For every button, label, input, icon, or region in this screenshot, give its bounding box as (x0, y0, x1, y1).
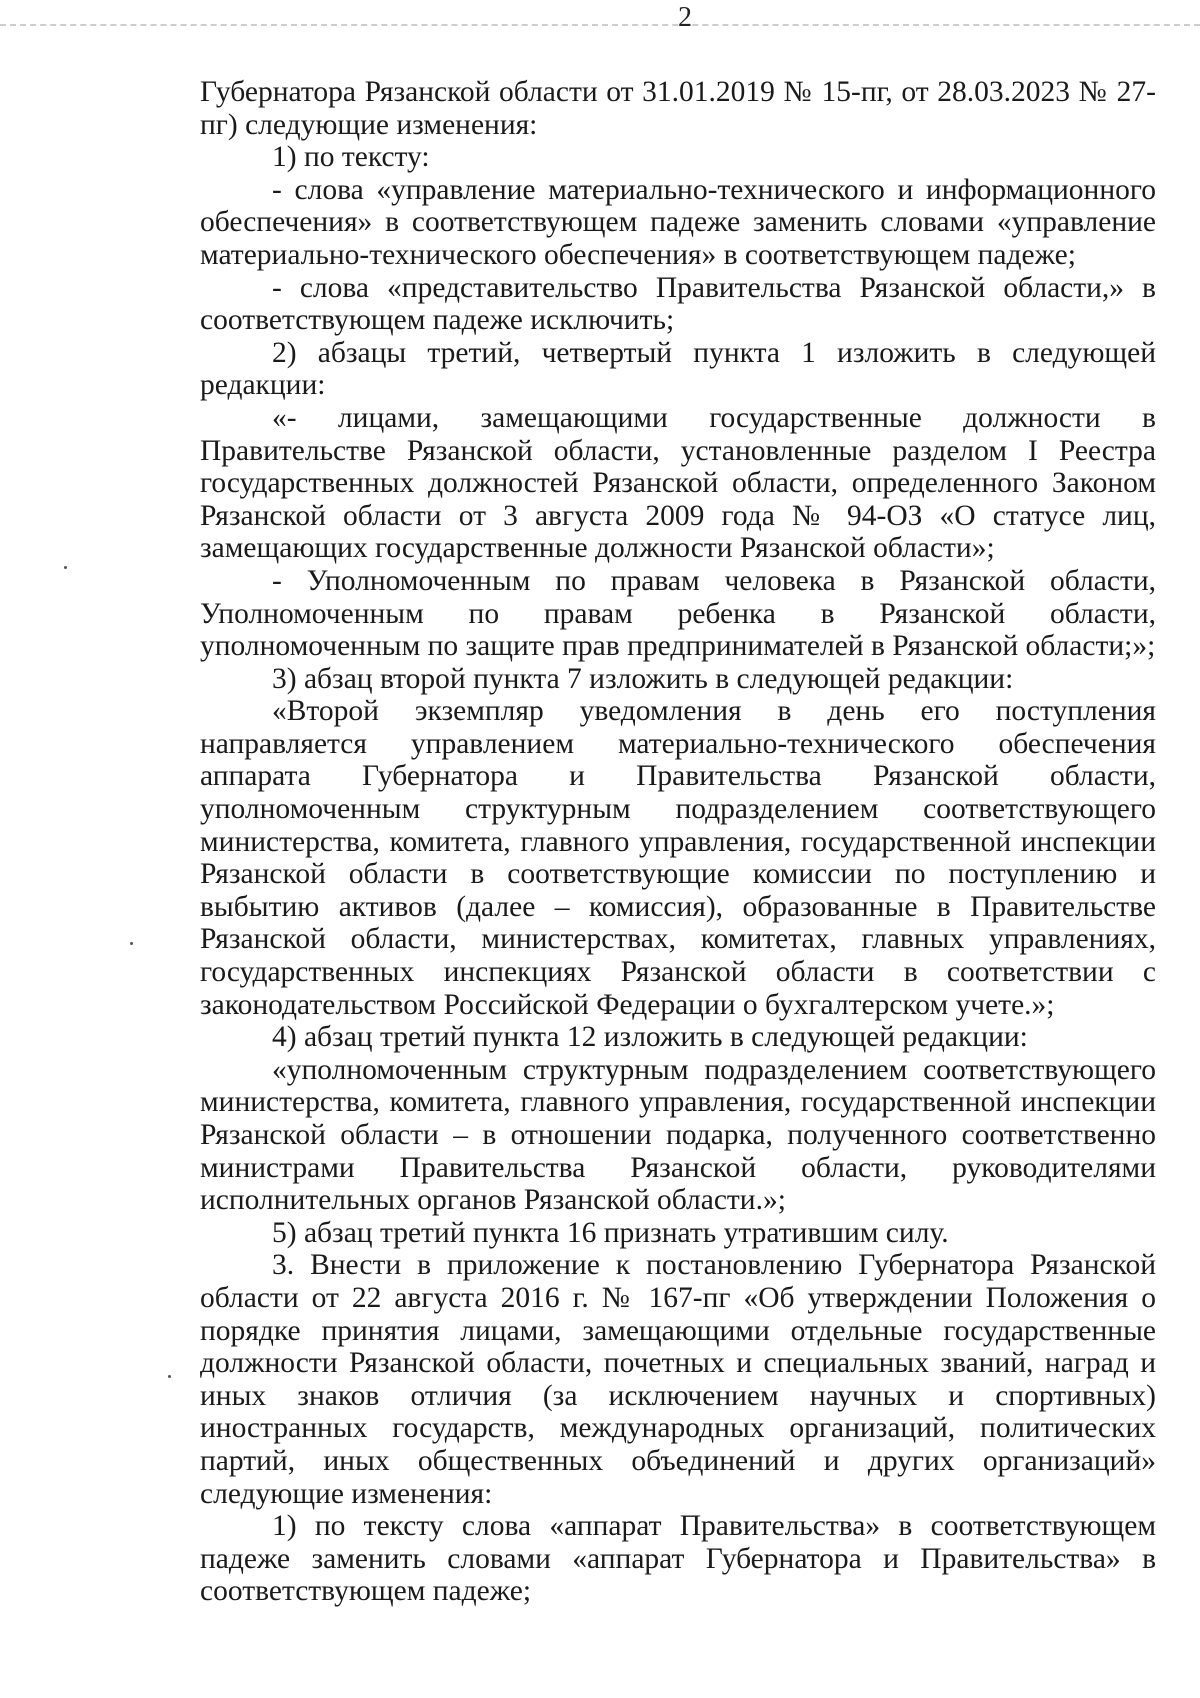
paragraph-item-2: 2) абзацы третий, четвертый пункта 1 изложить в следующей редакции: (200, 336, 1156, 402)
scan-speck (64, 566, 67, 569)
paragraph-item-4: 4) абзац третий пункта 12 изложить в следующей редакции: (272, 1021, 1028, 1054)
scan-speck (168, 1375, 171, 1378)
paragraph-continuation: Губернатора Рязанской области от 31.01.2019 № 15-пг, от 28.03.2023 № 27-пг) следующие изменения: (200, 76, 1156, 141)
paragraph-quote-2: - Уполномоченным по правам человека в Рязанской области, Уполномоченным по правам ребенка в Рязанской области, уполномоченным по защите прав предпринимателей в Рязанской области;»; (200, 564, 1156, 663)
paragraph-item-5: 5) абзац третий пункта 16 признать утратившим силу. (272, 1216, 949, 1249)
paragraph-dash-1: - слова «управление материально-технического и информационного обеспечения» в соответствующем падеже заменить словами «управление материально-технического обеспечения» в соответствующем падеже; (200, 173, 1156, 271)
paragraph-item-1: 1) по тексту: (272, 141, 430, 174)
paragraph-quote-1: «- лицами, замещающими государственные должности в Правительстве Рязанской области, установленные разделом I Реестра государственных должностей Рязанской области, определенного Законом Рязанской области от 3 августа 2009 года № 94-ОЗ «О статусе лиц, замещающих государственные должности Рязанской области»; (200, 401, 1156, 565)
paragraph-section-3-item-1: 1) по тексту слова «аппарат Правительства» в соответствующем падеже заменить словами «аппарат Губернатора и Правительства» в соответствующем падеже; (200, 1510, 1156, 1608)
scan-speck (130, 942, 133, 945)
paragraph-dash-2: - слова «представительство Правительства Рязанской области,» в соответствующем падеже исключить; (200, 271, 1156, 337)
paragraph-section-3: 3. Внести в приложение к постановлению Губернатора Рязанской области от 22 августа 2016 г. № 167-пг «Об утверждении Положения о порядке принятия лицами, замещающими отдельные государственные должности Рязанской области, почетных и специальных званий, наград и иных знаков отличия (за исключением научных и спортивных) иностранных государств, международных организаций, политических партий, иных общественных объединений и других организаций» следующие изменения: (200, 1249, 1156, 1510)
scan-top-edge (0, 24, 1200, 26)
document-body (200, 76, 1156, 1608)
paragraph-quote-3: «Второй экземпляр уведомления в день его поступления направляется управлением материально-технического обеспечения аппарата Губернатора и Правительства Рязанской области, уполномоченным структурным подразделением соответствующего министерства, комитета, главного управления, государственной инспекции Рязанской области в соответствующие комиссии по поступлению и выбытию активов (далее – комиссия), образованные в Правительстве Рязанской области, министерствах, комитетах, главных управлениях, государственных инспекциях Рязанской области в соответствии с законодательством Российской Федерации о бухгалтерском учете.»; (200, 695, 1156, 1021)
paragraph-item-3: 3) абзац второй пункта 7 изложить в следующей редакции: (272, 662, 1014, 695)
page-number: 2 (678, 2, 692, 33)
paragraph-quote-4: «уполномоченным структурным подразделением соответствующего министерства, комитета, главного управления, государственной инспекции Рязанской области – в отношении подарка, полученного соответственно министрами Правительства Рязанской области, руководителями исполнительных органов Рязанской области.»; (200, 1053, 1156, 1217)
